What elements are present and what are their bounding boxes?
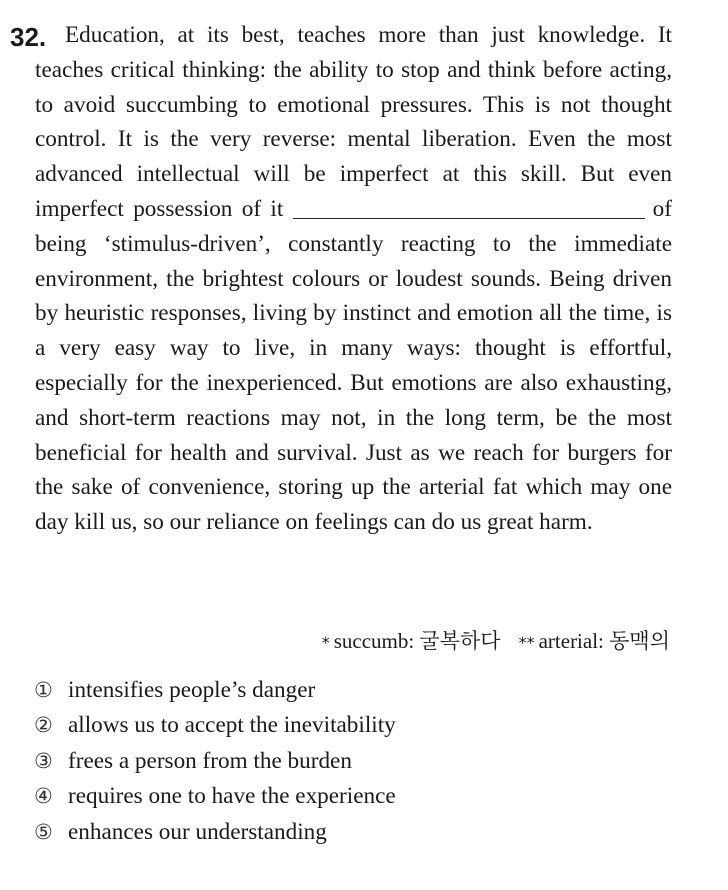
option-marker: ⑤ (34, 819, 53, 844)
passage-before-blank: Education, at its best, teaches more than just knowledge. It teaches critical thinking: the ability to stop and think before acting, to avoid succumbing to emotional pressures. This is not thought control. It is the very reverse: mental liberation. Even the most advanced intellectual will be imperfect at this skill. But even imperfect possession of it (35, 22, 672, 222)
question-32 (10, 18, 672, 540)
footnotes (322, 625, 670, 659)
passage (10, 18, 672, 540)
option-text: enhances our understanding (68, 818, 327, 845)
option-marker: ④ (34, 784, 53, 809)
footnote-text: succumb: 굴복하다 (333, 629, 501, 653)
option-marker: ② (34, 713, 53, 738)
footnote-succumb (322, 629, 501, 653)
option-marker: ③ (34, 748, 53, 773)
passage-after-blank: of being ‘stimulus-driven’, constantly reacting to the immediate environment, the brightest colours or loudest sounds. Being driven by heuristic responses, living by instinct and emotion all the time, is a very easy way to live, in many ways: thought is effortful, especially for the inexperienced. But emotions are also exhausting, and short-term reactions may not, in the long term, be the most beneficial for health and survival. Just as we reach for burgers for the sake of convenience, storing up the arterial fat which may one day kill us, so our reliance on feelings can do us great harm. (35, 195, 672, 536)
question-number: 32. (10, 22, 47, 52)
footnote-text: arterial: 동맥의 (538, 629, 670, 653)
option-marker: ① (34, 678, 53, 702)
option-3[interactable] (34, 744, 396, 779)
answer-blank (293, 194, 645, 219)
option-text: requires one to have the experience (68, 783, 396, 810)
option-4[interactable] (34, 779, 396, 814)
option-text: allows us to accept the inevitability (68, 712, 396, 739)
footnote-mark: ** (518, 633, 535, 652)
option-5[interactable] (34, 815, 396, 850)
footnote-arterial (519, 629, 670, 653)
answer-options (34, 673, 396, 850)
option-1[interactable] (34, 673, 396, 708)
option-text: frees a person from the burden (68, 747, 352, 774)
option-text: intensifies people’s danger (68, 677, 316, 703)
option-2[interactable] (34, 708, 396, 743)
footnote-mark: * (321, 633, 330, 652)
